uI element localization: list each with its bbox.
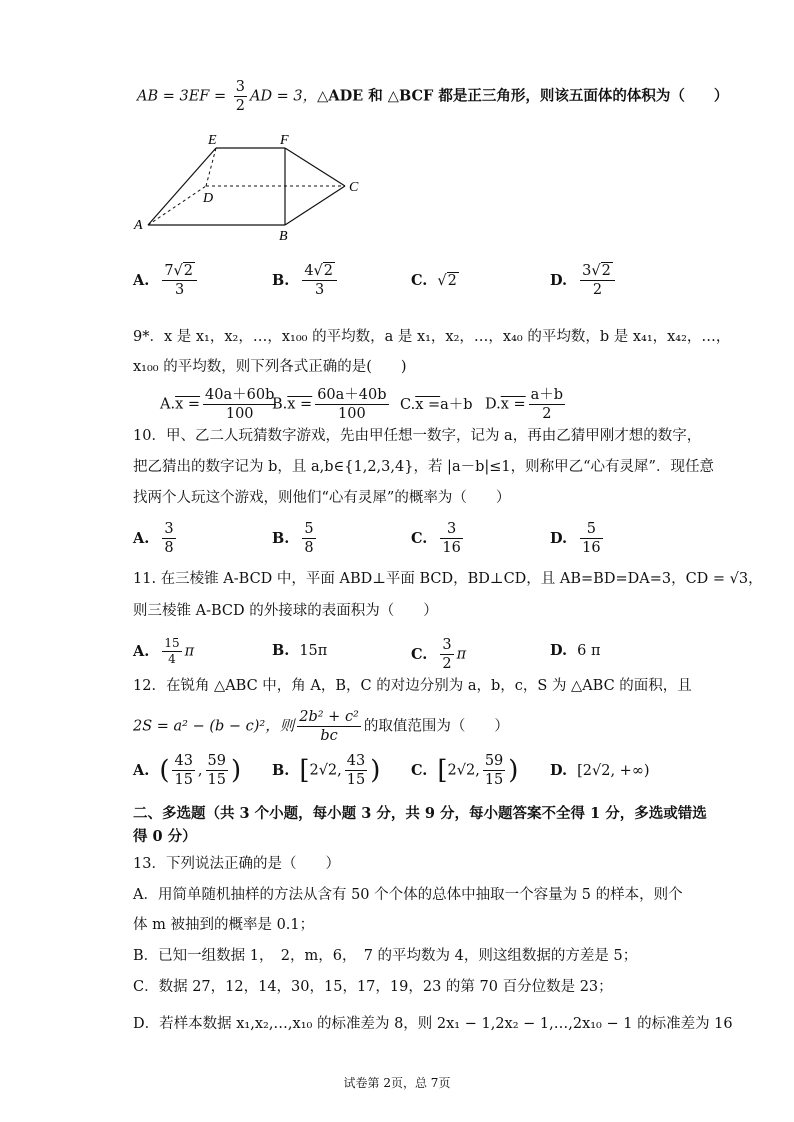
q10-option-a: A. $\frac{3}{8}$	[133, 521, 174, 556]
q10-line3: 找两个人玩这个游戏，则他们“心有灵犀”的概率为（ ）	[133, 490, 511, 506]
q12-line1: 12．在锐角 △ABC 中，角 A，B，C 的对边分别为 a，b，c，S 为 △ABC 的面积，且	[133, 678, 692, 694]
section2-heading-line2: 得 0 分）	[133, 828, 197, 845]
q11-line1: 11. 在三棱锥 A-BCD 中，平面 ABD⊥平面 BCD，BD⊥CD，且 AB=BD=DA=3，CD = √3，	[133, 571, 763, 587]
q8-stem-text: △ADE 和 △BCF 都是正三角形，则该五面体的体积为（ ）	[317, 87, 729, 105]
q10-option-d: D. $\frac{5}{16}$	[550, 521, 601, 556]
page-footer: 试卷第 2页，总 7页	[343, 1076, 451, 1090]
section2-heading-line1: 二、多选题（共 3 个小题，每小题 3 分，共 9 分，每小题答案不全得 1 分，多选或错选	[133, 805, 707, 822]
q10-line1: 10．甲、乙二人玩猜数字游戏，先由甲任想一数字，记为 a，再由乙猜甲刚才想的数字，	[133, 428, 702, 444]
q8-stem	[137, 78, 728, 115]
q11-option-c: C. $\frac{3}{2}$ π	[411, 637, 467, 672]
q11-line2: 则三棱锥 A-BCD 的外接球的表面积为（ ）	[133, 603, 438, 619]
label-f: F	[280, 133, 289, 148]
q8-stem-math2: AD = 3，	[249, 88, 318, 105]
pentahedron-figure	[130, 128, 370, 243]
q11-option-d: D. 6 π	[550, 642, 601, 659]
q8-option-d: D. $\frac{3√2}{2}$	[550, 262, 618, 299]
q9-option-d: D.x = $\frac{a+b}{2}$	[485, 387, 564, 422]
q13-option-a-line1: A．用简单随机抽样的方法从含有 50 个个体的总体中抽取一个容量为 5 的样本，则个	[133, 887, 683, 903]
label-c: C	[349, 180, 359, 195]
q13-option-c: C．数据 27，12，14，30，15，17，19，23 的第 70 百分位数是 23；	[133, 979, 613, 995]
q11-option-b: B. 15π	[272, 642, 328, 659]
edge-ae	[148, 148, 216, 225]
q9-line1: 9*．x 是 x₁，x₂，…，x₁₀₀ 的平均数，a 是 x₁，x₂，…，x₄₀ 的平均数，b 是 x₄₁，x₄₂，…，	[133, 329, 731, 345]
q9-option-c: C.x =a＋b	[400, 397, 473, 413]
q10-line2: 把乙猜出的数字记为 b，且 a,b∈{1,2,3,4}，若 |a－b|≤1，则称甲乙“心有灵犀”．现任意	[133, 459, 714, 475]
q13-option-b: B．已知一组数据 1， 2，m，6， 7 的平均数为 4，则这组数据的方差是 5；	[133, 948, 638, 964]
label-b: B	[279, 229, 288, 243]
q9-line2: x₁₀₀ 的平均数，则下列各式正确的是( )	[133, 359, 407, 375]
q13-option-d: D．若样本数据 x₁,x₂,…,x₁₀ 的标准差为 8，则 2x₁ − 1,2x₂ − 1,…,2x₁₀ − 1 的标准差为 16	[133, 1016, 733, 1032]
q12-line2: 2S = a² − (b − c)²，则 $\frac{\text{2b² + c²}}{bc}$ 的取值范围为（ ）	[133, 709, 509, 744]
q8-option-a: A. $\frac{7√2}{3}$	[133, 262, 200, 299]
edge-bc	[285, 186, 345, 225]
label-e: E	[208, 133, 217, 148]
label-d: D	[203, 191, 214, 206]
q10-option-c: C. $\frac{3}{16}$	[411, 521, 461, 556]
q11-option-a: A. $\frac{15}{4}$ π	[133, 636, 195, 666]
q12-option-b: B. [2√2, $\frac{43}{15}$ )	[272, 753, 381, 788]
label-a: A	[134, 218, 143, 233]
q8-option-c: C. √2	[411, 272, 457, 289]
q10-option-b: B. $\frac{5}{8}$	[272, 521, 314, 556]
q13-stem: 13．下列说法正确的是（ ）	[133, 856, 340, 872]
q9-option-b: B.x = $\frac{60a+40b}{100}$	[272, 387, 387, 422]
q8-stem-math: AB = 3EF =	[137, 88, 231, 105]
edge-fc	[285, 148, 345, 186]
q12-option-c: C. [2√2, $\frac{59}{15}$ )	[411, 753, 519, 788]
q12-option-d: D. [2√2, +∞)	[550, 762, 650, 779]
q12-option-a: A. ( $\frac{43}{15}$ , $\frac{59}{15}$ )	[133, 753, 242, 788]
q9-option-a: A.x = $\frac{40a+60b}{100}$	[160, 387, 275, 422]
q8-stem-fraction: $\frac{3}{2}$	[235, 79, 245, 114]
q8-option-b: B. $\frac{4√2}{3}$	[272, 262, 340, 299]
q13-option-a-line2: 体 m 被抽到的概率是 0.1；	[133, 917, 315, 933]
